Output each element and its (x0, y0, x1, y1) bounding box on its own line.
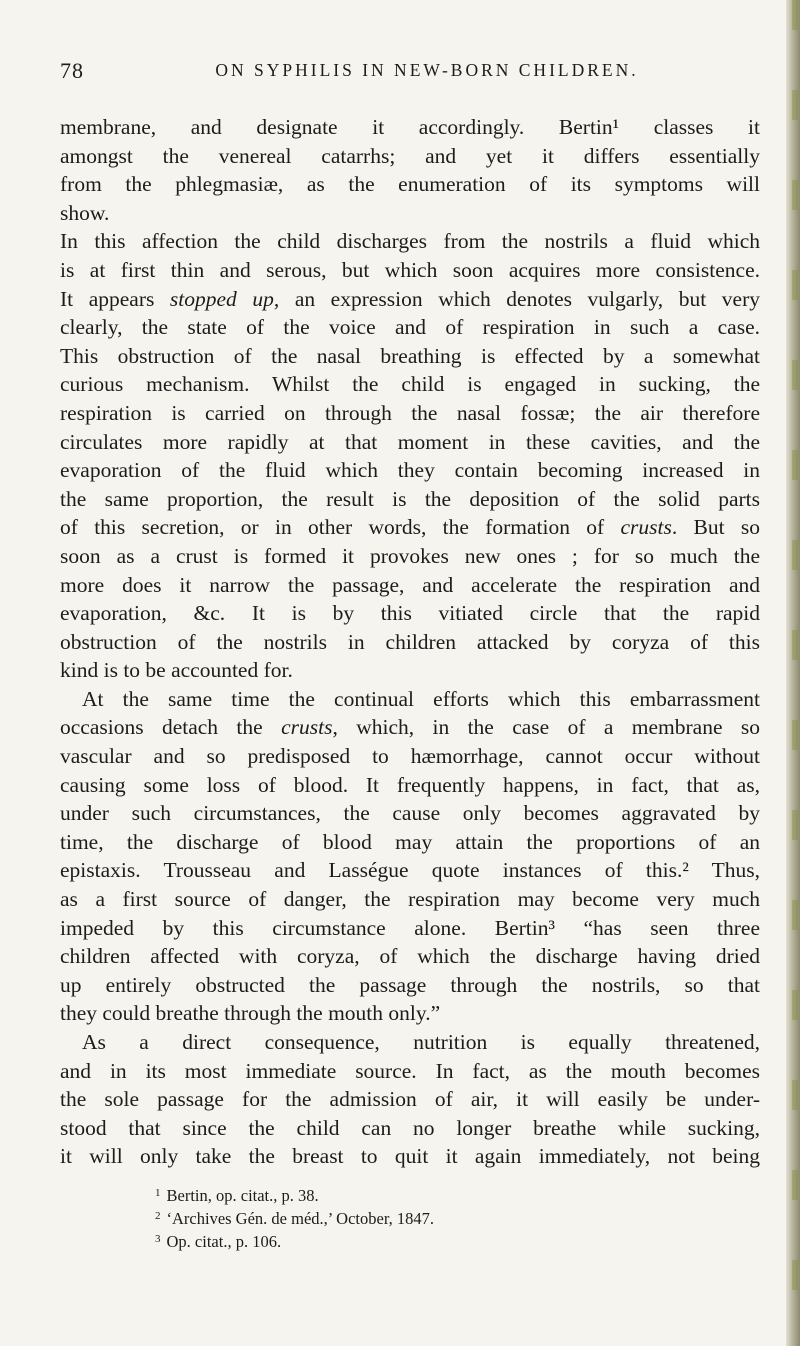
text-line: epistaxis. Trousseau and Lasségue quote instances of this.² Thus, (60, 858, 760, 883)
footnote (155, 1228, 755, 1251)
footnote-text: Op. citat., p. 106. (166, 1232, 282, 1251)
text-line: impeded by this circumstance alone. Bertin³ “has seen three (60, 915, 760, 940)
text-line: evaporation, &c. It is by this vitiated circle that the rapid (60, 601, 760, 626)
text-line: they could breathe through the mouth only.” (60, 1001, 441, 1026)
page-number: 78 (60, 58, 84, 83)
text-line: This obstruction of the nasal breathing is effected by a somewhat (60, 343, 760, 368)
text-line: under such circumstances, the cause only becomes aggravated by (60, 801, 760, 826)
text-line: the sole passage for the admission of air, it will easily be under- (60, 1087, 760, 1112)
footnote-text: ‘Archives Gén. de méd.,’ October, 1847. (166, 1209, 435, 1228)
text-line: respiration is carried on through the nasal fossæ; the air therefore (60, 400, 760, 425)
footnotes (155, 1182, 755, 1251)
text-line: it will only take the breast to quit it again immediately, not being (60, 1144, 760, 1169)
italic-phrase: crusts (620, 515, 672, 540)
text-line: stood that since the child can no longer breathe while sucking, (60, 1115, 760, 1140)
text-line: It appears stopped up, an expression which denotes vulgarly, but very (60, 286, 760, 311)
text-line: is at first thin and serous, but which soon acquires more consistence. (60, 257, 760, 282)
footnote-mark: 2 (155, 1210, 161, 1222)
page-header (60, 58, 760, 88)
italic-phrase: crusts (281, 715, 333, 740)
text-line: membrane, and designate it accordingly. Bertin¹ classes it (60, 115, 760, 139)
footnote-text: Bertin, op. citat., p. 38. (166, 1186, 319, 1205)
footnote (155, 1205, 755, 1228)
text-line: causing some loss of blood. It frequently happens, in fact, that as, (60, 772, 760, 797)
text-line: as a first source of danger, the respiration may become very much (60, 887, 760, 912)
body-text (60, 113, 760, 1171)
italic-phrase: stopped up (169, 286, 274, 311)
running-head: ON SYPHILIS IN NEW-BORN CHILDREN. (215, 60, 639, 80)
page-edge-stain (792, 0, 798, 1346)
text-line: occasions detach the crusts, which, in the case of a membrane so (60, 715, 761, 740)
text-line: time, the discharge of blood may attain the proportions of an (60, 829, 760, 854)
text-line: from the phlegmasiæ, as the enumeration of its symptoms will (60, 172, 760, 197)
text-line: the same proportion, the result is the deposition of the solid parts (60, 486, 760, 511)
text-line: soon as a crust is formed it provokes new ones ; for so much the (60, 543, 760, 568)
footnote (155, 1182, 755, 1205)
text-line: show. (60, 200, 110, 225)
text-line: curious mechanism. Whilst the child is engaged in sucking, the (60, 372, 760, 397)
footnote-mark: 3 (155, 1233, 161, 1245)
text-line: obstruction of the nostrils in children attacked by coryza of this (60, 629, 760, 654)
text-line: of this secretion, or in other words, the formation of crusts. But so (60, 515, 760, 540)
text-line: more does it narrow the passage, and accelerate the respiration and (60, 572, 760, 597)
text-line: vascular and so predisposed to hæmorrhage, cannot occur without (60, 744, 760, 769)
text-line: children affected with coryza, of which the discharge having dried (60, 944, 760, 969)
text-line: amongst the venereal catarrhs; and yet it differs essentially (60, 143, 760, 168)
text-line: evaporation of the fluid which they contain becoming increased in (60, 458, 760, 483)
text-line: clearly, the state of the voice and of respiration in such a case. (60, 315, 760, 340)
text-line: up entirely obstructed the passage through the nostrils, so that (60, 972, 760, 997)
text-line: At the same time the continual efforts which this embarrassment (82, 686, 760, 711)
text-line: and in its most immediate source. In fact, as the mouth becomes (60, 1058, 760, 1083)
text-line: In this affection the child discharges from the nostrils a fluid which (60, 229, 760, 254)
text-line: kind is to be accounted for. (60, 658, 293, 683)
text-line: As a direct consequence, nutrition is equally threatened, (82, 1030, 760, 1054)
footnote-mark: 1 (155, 1187, 161, 1199)
text-line: circulates more rapidly at that moment in these cavities, and the (60, 429, 760, 454)
